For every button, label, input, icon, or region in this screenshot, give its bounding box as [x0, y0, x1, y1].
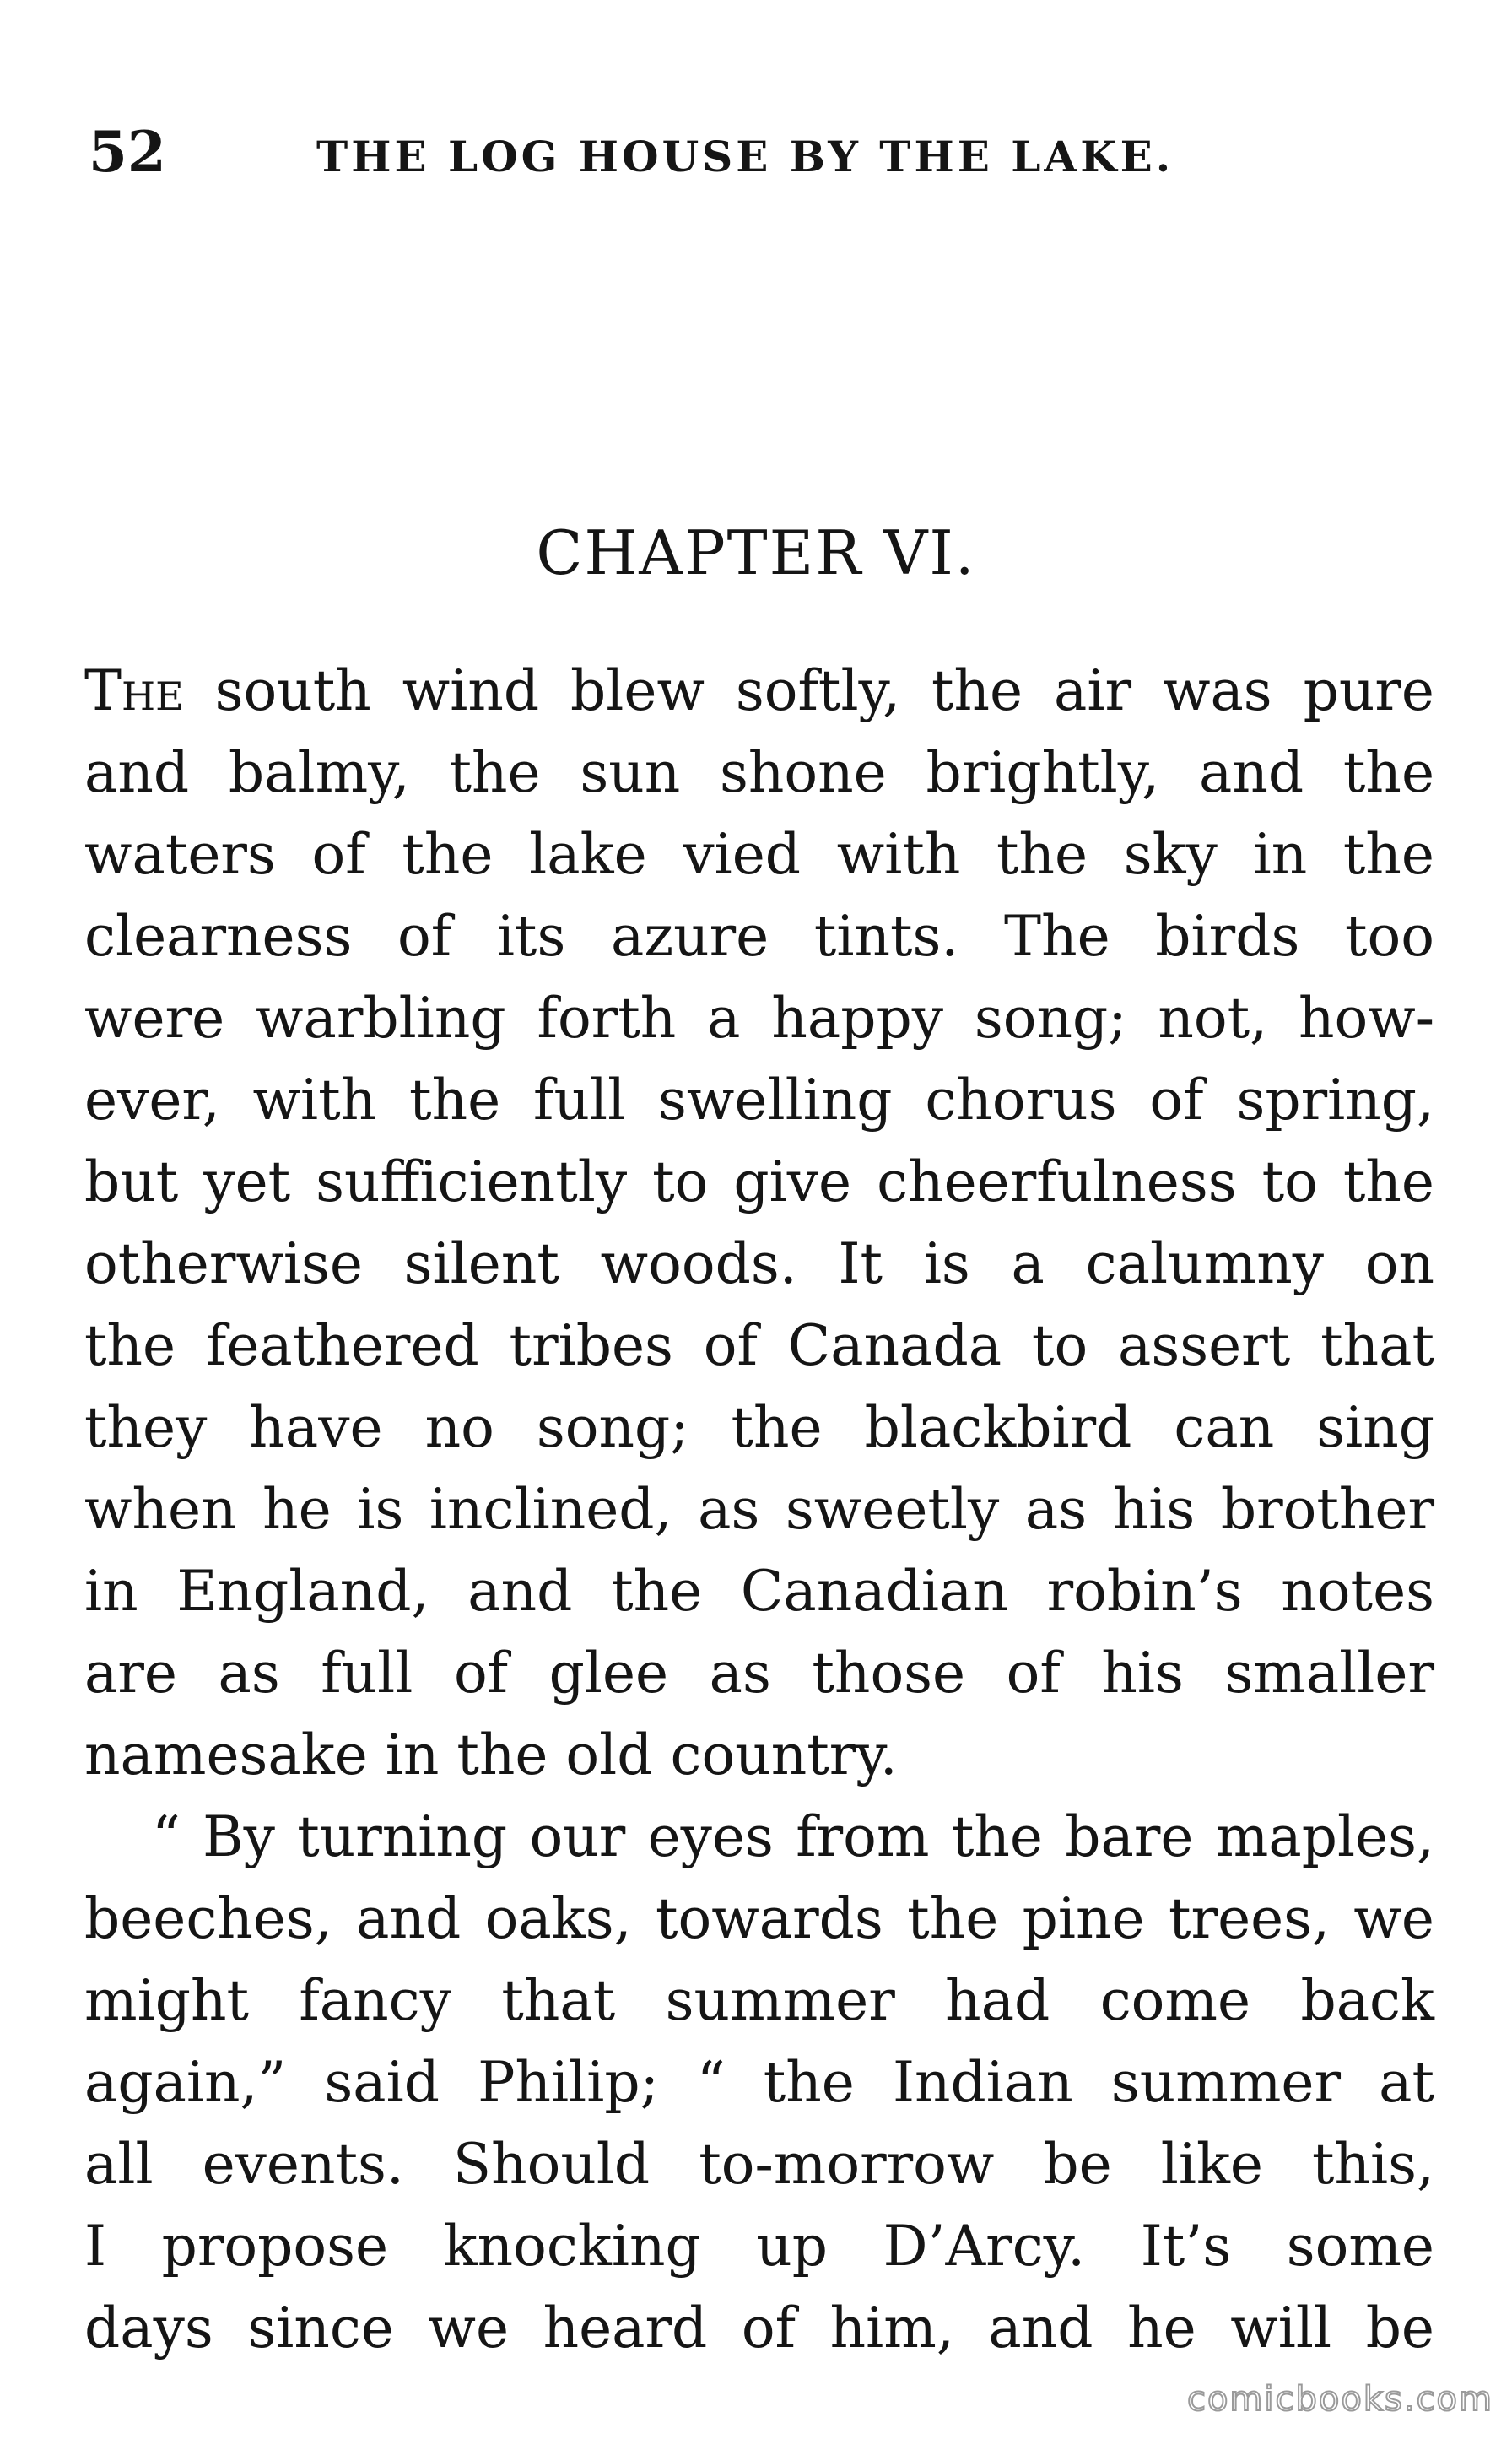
text-line: otherwise silent woods. It is a calumny on: [84, 1231, 1434, 1296]
text-line-content: south wind blew softly, the air was pure: [183, 658, 1434, 723]
text-line: namesake in the old country.: [84, 1722, 898, 1787]
text-line: I propose knocking up D’Arcy. It’s some: [84, 2214, 1434, 2279]
text-line: ever, with the full swelling chorus of spring,: [84, 1068, 1434, 1133]
text-line: clearness of its azure tints. The birds too: [84, 904, 1434, 969]
text-line: but yet sufficiently to give cheerfulness to the: [84, 1149, 1434, 1214]
text-line: might fancy that summer had come back: [84, 1968, 1434, 2033]
text-line: again,” said Philip; “ the Indian summer at: [84, 2050, 1434, 2115]
body-text: [84, 650, 1434, 2369]
text-line: in England, and the Canadian robin’s notes: [84, 1559, 1434, 1624]
watermark-logo: comicbooks.com: [1186, 2380, 1493, 2419]
lead-word: The: [84, 658, 184, 723]
text-line: when he is inclined, as sweetly as his brother: [84, 1477, 1434, 1542]
running-title: THE LOG HOUSE BY THE LAKE.: [316, 132, 1174, 181]
text-line: are as full of glee as those of his smaller: [84, 1641, 1434, 1706]
chapter-title: CHAPTER VI.: [536, 517, 976, 588]
text-line: the feathered tribes of Canada to assert that: [84, 1313, 1434, 1378]
page-number: 52: [89, 119, 166, 185]
text-line: [84, 650, 1434, 732]
text-line: they have no song; the blackbird can sing: [84, 1395, 1434, 1460]
text-line: beeches, and oaks, towards the pine trees, we: [84, 1886, 1434, 1951]
text-line: days since we heard of him, and he will be: [84, 2296, 1434, 2361]
text-line: were warbling forth a happy song; not, how-: [84, 986, 1434, 1051]
text-line: all events. Should to-morrow be like this,: [84, 2132, 1434, 2197]
running-head: [89, 118, 1405, 186]
text-line: and balmy, the sun shone brightly, and the: [84, 740, 1434, 805]
text-line: waters of the lake vied with the sky in the: [84, 822, 1434, 887]
text-line: “ By turning our eyes from the bare maples,: [152, 1804, 1434, 1869]
